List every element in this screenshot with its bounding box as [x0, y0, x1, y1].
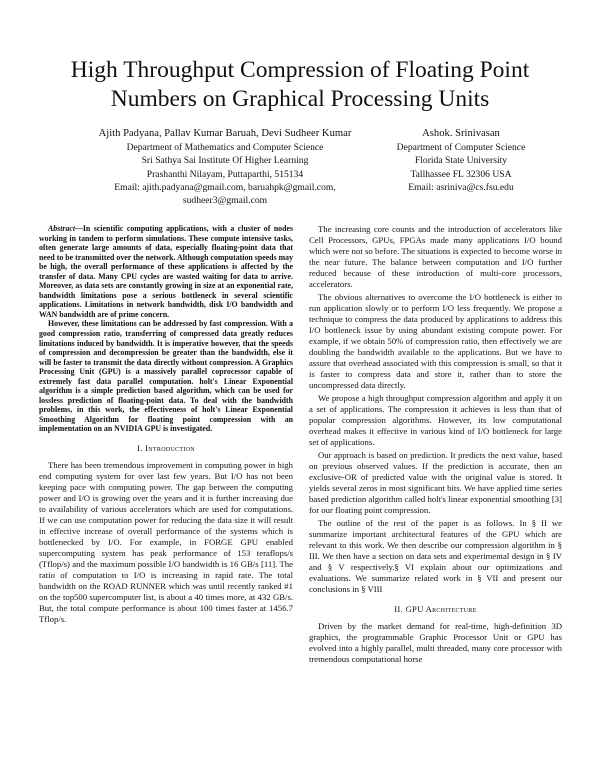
body-paragraph: Driven by the market demand for real-time, high-definition 3D graphics, the programmable Graphic Processor Unit or GPU has evolved into a highly parallel, multi threaded, many core processor with tremendous computational horse — [309, 620, 562, 664]
abstract-label: Abstract — [48, 224, 76, 233]
affiliation-line: Tallhassee FL 32306 USA — [410, 168, 512, 180]
affiliation-line: Department of Computer Science — [396, 142, 526, 154]
body-paragraph: We propose a high throughput compression algorithm and apply it on a set of applications. The compression it achieves is less than that of popular compression algorithms. However, its low computational overhead makes it effective in various kind of I/O bottleneck for large set of applications. — [309, 393, 562, 447]
section-number: II. — [394, 604, 404, 614]
body-paragraph: The outline of the rest of the paper is as follows. In § II we summarize important architectural features of the GPU which are relevant to this work. We then describe our compression algorithm in § III. We then have a section on data sets and experimental design in § IV and § V respectively.§ VI explain about our optimizations and evaluations. We summarize related work in § VII and present our conclusions in § VIII — [309, 518, 562, 594]
section-title: GPU Architecture — [405, 604, 477, 614]
author-block-left — [60, 127, 390, 207]
abstract-text: —In scientific computing applications, with a cluster of nodes working in tandem to perform simulations. These compute intensive tasks, often generate large amounts of data, especially floating-point data that need to be transmitted over the network. Although computation speeds may be high, the overall performance of these applications is affected by the transfer of data. Many CPU cycles are wasted waiting for data to arrive. Moreover, as data sets are constantly growing in size at an exponential rate, bandwidth limitations pose a serious bottleneck in several scientific applications. Limitations in network bandwidth, disk I/O bandwidth and WAN bandwidth are of prime concern. — [39, 224, 293, 319]
abstract-paragraph — [39, 224, 293, 319]
body-paragraph: There has been tremendous improvement in computing power in high end computing system for over last few years. But I/O has not been keeping pace with computing power. The gap between the computing power and I/O is growing over the years and it is further increasing due to availability of various accelerators which are used for computations. If we can use computation power for reducing the data size it will result in effective increase of overall performance of the systems which is bottlenecked by I/O. For example, in FORGE GPU enabled supercomputing system has peak performance of 153 teraflops/s (Tflop/s) and the maximum possible I/O bandwidth is 16 GB/s [11]. The ratio of computation to I/O is increasing in rapid rate. The total bandwidth on the ROAD RUNNER which was until recently ranked #1 on the top500 supercomputer list, is about a 40 times more, at 432 GB/s. But, the total compute performance is about 100 times faster at 1456.7 Tflop/s. — [39, 459, 293, 624]
affiliation-line: Department of Mathematics and Computer Science — [126, 142, 324, 154]
left-column — [39, 224, 293, 626]
author-names: Ashok. Srinivasan — [422, 128, 500, 139]
email-line: Email: ajith.padyana@gmail.com, baruahpk@gmail.com, — [114, 181, 336, 193]
email-line: Email: asriniva@cs.fsu.edu — [408, 181, 514, 193]
section-title: Introduction — [145, 443, 195, 454]
author-block-right — [366, 127, 556, 194]
body-paragraph: The increasing core counts and the introduction of accelerators like Cell Processors, GPUs, FPGAs made many applications I/O bound which were not so before. The situations is expected to become worse in the near future. The balance between computation and I/O further reduced because of these introduction of multi-core processors, accelerators. — [309, 224, 562, 289]
section-heading-gpu-architecture — [309, 604, 562, 615]
section-number: I. — [137, 443, 143, 454]
affiliation-line: Prashanthi Nilayam, Puttaparthi, 515134 — [146, 168, 304, 180]
section-heading-introduction — [39, 443, 293, 454]
body-paragraph: The obvious alternatives to overcome the I/O bottleneck is either to run application slowly or to perform I/O less frequently. We propose a technique to compress the data produced by applications to address this I/O bottleneck issue by using abundant existing compute power. For example, if we obtain 50% of compression ratio, then effectively we are doubling the bandwidth available to the applications. But we have to assure that overhead associated with this compression is small, so that it is faster to compress data and store it, rather than to store the uncompressed data directly. — [309, 292, 562, 390]
author-names: Ajith Padyana, Pallav Kumar Baruah, Devi Sudheer Kumar — [98, 128, 352, 139]
email-line: sudheer3@gmail.com — [182, 195, 268, 207]
body-paragraph: Our approach is based on prediction. It predicts the next value, based on previous observed values. If the prediction is accurate, then an exclusive-OR of predicted value with the original value is stored. It yields several zeros in most significant bits. We have applied time series based prediction algorithm called holt's linear exponential smoothing [3] for our floating point compression. — [309, 450, 562, 515]
right-column — [309, 224, 562, 667]
affiliation-line: Florida State University — [414, 155, 508, 167]
abstract-paragraph-2: However, these limitations can be addressed by fast compression. With a good compression ratio, transferring of compressed data greatly reduces limitations induced by bandwidth. It is imperative however, that the speeds of compression and decompression be greater than the bandwidth, else it will be faster to transmit the data directly without compression. A Graphics Processing Unit (GPU) is a massively parallel coprocessor capable of extremely fast data parallel computation. holt's Linear Exponential algorithm is a simple prediction based algorithm, which can be used for lossless prediction of floating-point data. To deal with the bandwidth problems, in this work, the effectiveness of holt's Linear Exponential Smoothing Algorithm for floating point compression with an implementation on an NVIDIA GPU is investigated. — [39, 319, 293, 434]
affiliation-line: Sri Sathya Sai Institute Of Higher Learning — [141, 155, 309, 167]
paper-title: High Throughput Compression of Floating Point Numbers on Graphical Processing Units — [70, 57, 530, 112]
